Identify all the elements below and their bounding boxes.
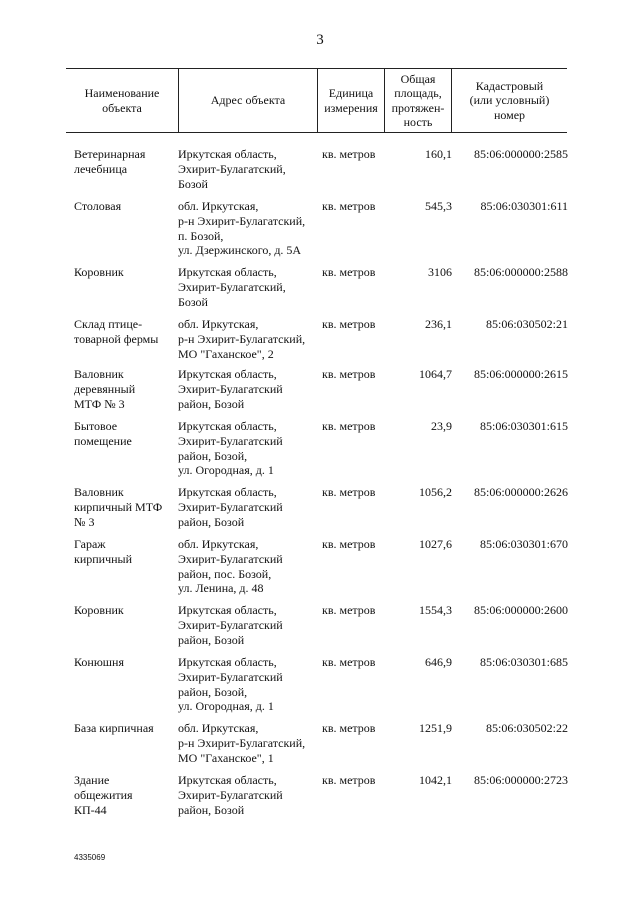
row-unit: кв. метров [322,265,376,279]
row-address: обл. Иркутская, р-н Эхирит-Булагатский, п. Бозой, ул. Дзержинского, д. 5А [178,199,306,258]
row-cadastral: 85:06:030502:22 [485,721,568,735]
row-name: Бытовое помещение [74,419,132,448]
header-unit: Единица измерения [324,86,378,115]
row-cadastral: 85:06:030301:611 [480,199,568,213]
row-cadastral: 85:06:030301:615 [479,419,568,433]
row-area: 545,3 [425,199,452,213]
row-unit: кв. метров [322,317,376,331]
row-unit: кв. метров [322,485,376,499]
row-address: Иркутская область, Эхирит-Булагатский район, Бозой, ул. Огородная, д. 1 [178,419,283,478]
header-cadastral: Кадастровый (или условный) номер [469,78,550,122]
row-address: обл. Иркутская, р-н Эхирит-Булагатский, МО "Гаханское", 2 [178,317,306,361]
row-cadastral: 85:06:030502:21 [485,317,568,331]
header-area: Общая площадь, протяжен- ность [391,71,445,129]
table-header [66,68,567,133]
row-cadastral: 85:06:000000:2600 [473,603,568,617]
row-address: Иркутская область, Эхирит-Булагатский район, Бозой [178,773,283,817]
row-unit: кв. метров [322,721,376,735]
row-address: Иркутская область, Эхирит-Булагатский район, Бозой, ул. Огородная, д. 1 [178,655,283,714]
row-name: Склад птице- товарной фермы [74,317,159,346]
row-name: Здание общежития КП-44 [74,773,133,817]
row-cadastral: 85:06:000000:2723 [473,773,568,787]
row-address: Иркутская область, Эхирит-Булагатский, Бозой [178,147,286,191]
row-cadastral: 85:06:000000:2615 [473,367,568,381]
row-address: Иркутская область, Эхирит-Булагатский район, Бозой [178,485,283,529]
row-unit: кв. метров [322,147,376,161]
row-address: Иркутская область, Эхирит-Булагатский район, Бозой [178,603,283,647]
row-unit: кв. метров [322,655,376,669]
row-name: Ветеринарная лечебница [74,147,146,176]
row-name: Коровник [74,603,124,617]
row-address: обл. Иркутская, Эхирит-Булагатский район, пос. Бозой, ул. Ленина, д. 48 [178,537,283,596]
header-name: Наименование объекта [84,86,160,115]
header-address: Адрес объекта [210,93,286,108]
row-area: 1064,7 [419,367,452,381]
row-cadastral: 85:06:030301:685 [479,655,568,669]
page-number: 3 [316,32,324,48]
row-cadastral: 85:06:000000:2588 [473,265,568,279]
row-unit: кв. метров [322,773,376,787]
row-unit: кв. метров [322,419,376,433]
row-name: Валовник кирпичный МТФ № 3 [74,485,163,529]
row-name: Конюшня [74,655,124,669]
row-area: 646,9 [425,655,452,669]
row-area: 160,1 [425,147,452,161]
row-cadastral: 85:06:030301:670 [479,537,568,551]
document-code: 4335069 [74,853,106,862]
row-area: 236,1 [425,317,452,331]
row-address: обл. Иркутская, р-н Эхирит-Булагатский, МО "Гаханское", 1 [178,721,306,765]
header-row [66,68,567,133]
row-area: 1042,1 [419,773,452,787]
row-name: Валовник деревянный МТФ № 3 [74,367,136,411]
row-area: 1251,9 [419,721,452,735]
row-unit: кв. метров [322,199,376,213]
row-cadastral: 85:06:000000:2585 [473,147,568,161]
row-unit: кв. метров [322,367,376,381]
row-name: Столовая [74,199,122,213]
row-area: 3106 [428,265,452,279]
row-cadastral: 85:06:000000:2626 [473,485,568,499]
row-address: Иркутская область, Эхирит-Булагатский район, Бозой [178,367,283,411]
row-name: Коровник [74,265,124,279]
row-area: 23,9 [431,419,452,433]
row-area: 1056,2 [419,485,452,499]
row-area: 1554,3 [419,603,452,617]
row-unit: кв. метров [322,537,376,551]
row-name: База кирпичная [74,721,154,735]
row-unit: кв. метров [322,603,376,617]
row-name: Гараж кирпичный [74,537,133,566]
row-area: 1027,6 [419,537,452,551]
row-address: Иркутская область, Эхирит-Булагатский, Бозой [178,265,286,309]
